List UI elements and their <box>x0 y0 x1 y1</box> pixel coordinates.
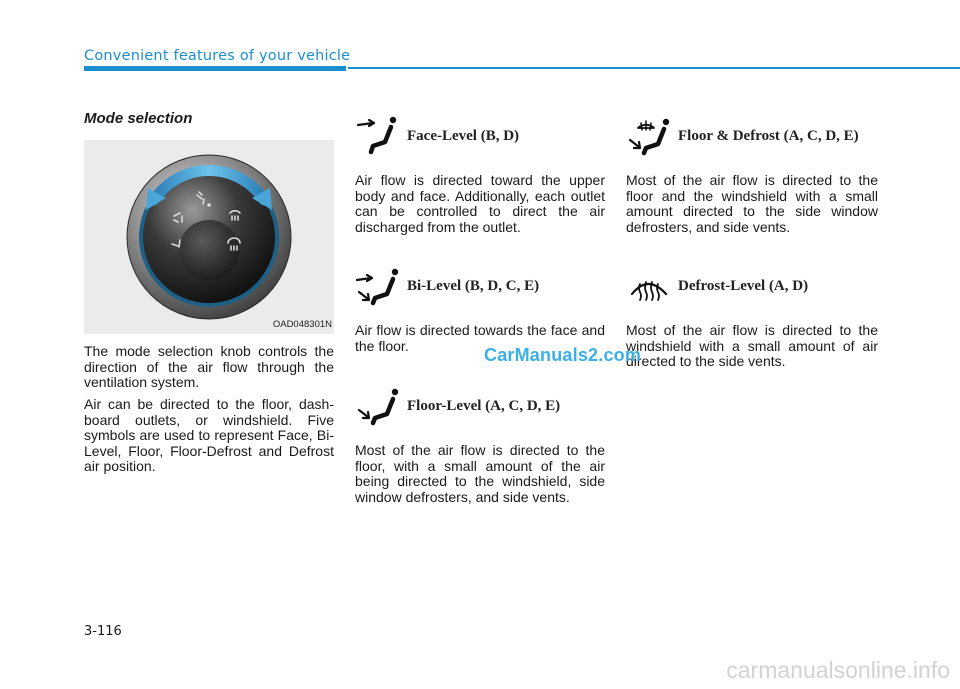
mode-floor-defrost-text <box>626 173 878 235</box>
mode-knob-figure <box>84 140 334 334</box>
mode-bi-level-heading <box>355 266 615 306</box>
floor-defrost-icon <box>626 116 674 156</box>
paragraph-text: Most of the air flow is directed to the windshield with a small amount of air directed to the side vents. <box>626 322 878 370</box>
defrost-level-icon <box>626 266 674 306</box>
page-number: 3-116 <box>84 624 122 639</box>
mode-floor-defrost-heading <box>626 116 886 156</box>
header-rule-thin <box>348 67 960 69</box>
mode-floor-level-heading <box>355 386 615 426</box>
mode-title: Bi-Level (B, D, C, E) <box>407 278 540 294</box>
intro-paragraph-2 <box>84 397 334 475</box>
paragraph-text: Air flow is directed toward the upper body and face. Additionally, each outlet can be controlled to direct the air discharged from the outlet. <box>355 172 605 235</box>
figure-caption: OAD048301N <box>272 319 332 330</box>
chapter-title: Convenient features of your vehicle <box>84 48 351 64</box>
paragraph-text: Most of the air flow is directed to the floor, with a small amount of the air being directed to the windshield, side window defrosters, and side vents. <box>355 442 605 505</box>
mode-face-level-text <box>355 173 605 235</box>
header-rule-thick <box>84 66 346 71</box>
bi-level-icon <box>355 266 403 306</box>
section-heading: Mode selection <box>84 110 193 127</box>
mode-title: Defrost-Level (A, D) <box>678 278 809 294</box>
mode-defrost-level-text <box>626 323 878 370</box>
intro-paragraph-1 <box>84 344 334 391</box>
floor-level-icon <box>355 386 403 426</box>
mode-title: Floor & Defrost (A, C, D, E) <box>678 128 859 144</box>
mode-face-level-heading <box>355 116 615 156</box>
watermark: CarManuals2.com <box>484 345 642 365</box>
mode-defrost-level-heading <box>626 266 886 306</box>
paragraph-text: Most of the air flow is directed to the floor and the windshield with a small amount directed to the side window defrosters, and side vents. <box>626 172 878 235</box>
footer-watermark: carmanualsonline.info <box>726 657 950 683</box>
paragraph-text: Air flow is directed towards the face and the floor. <box>355 322 605 354</box>
mode-knob-illustration <box>84 140 334 334</box>
page-header <box>84 46 960 76</box>
mode-title: Face-Level (B, D) <box>407 128 520 144</box>
mode-floor-level-text <box>355 443 605 505</box>
paragraph-text: The mode selection knob controls the direction of the air flow through the ventilation system. <box>84 343 334 391</box>
mode-title: Floor-Level (A, C, D, E) <box>407 398 561 414</box>
face-level-icon <box>355 116 403 156</box>
paragraph-text: Air can be directed to the floor, dash-board outlets, or windshield. Five symbols are used to represent Face, Bi-Level, Floor, Floor-Defrost and Defrost air position. <box>84 396 334 475</box>
